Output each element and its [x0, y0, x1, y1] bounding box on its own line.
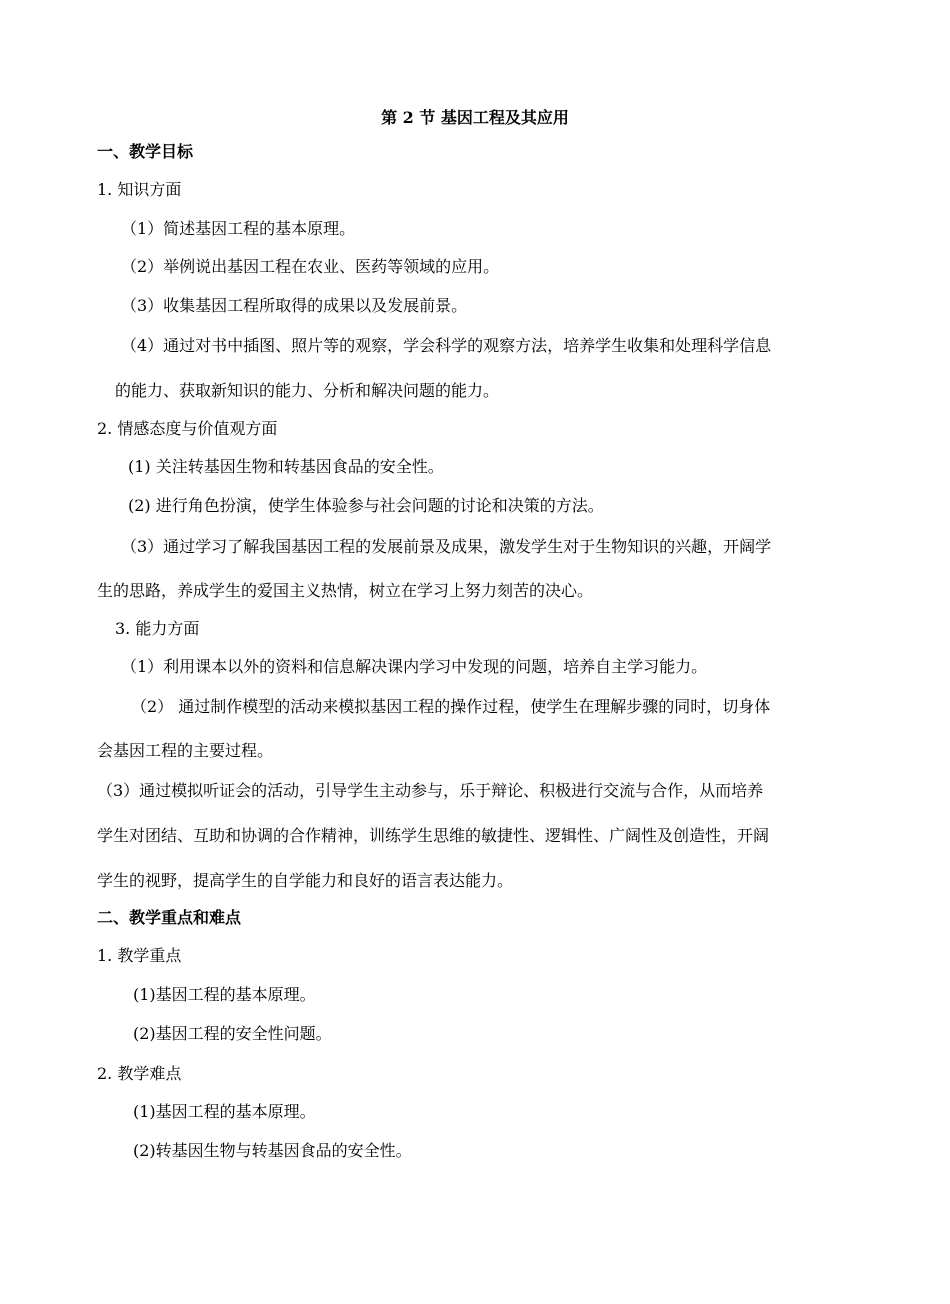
- emotion-item-3-line2: 生的思路，养成学生的爱国主义热情，树立在学习上努力刻苦的决心。: [97, 581, 594, 600]
- subheading-emotion: 2. 情感态度与价值观方面: [97, 419, 278, 438]
- difficult-item-2: (2)转基因生物与转基因食品的安全性。: [133, 1141, 412, 1160]
- subheading-difficult: 2. 教学难点: [97, 1064, 182, 1083]
- knowledge-item-4-line2: 的能力、获取新知识的能力、分析和解决问题的能力。: [115, 381, 500, 400]
- knowledge-item-3: （3）收集基因工程所取得的成果以及发展前景。: [121, 296, 468, 315]
- knowledge-item-2: （2）举例说出基因工程在农业、医药等领域的应用。: [121, 257, 500, 276]
- ability-item-3-line3: 学生的视野，提高学生的自学能力和良好的语言表达能力。: [97, 871, 514, 890]
- knowledge-item-1: （1）简述基因工程的基本原理。: [121, 219, 356, 238]
- key-item-1: (1)基因工程的基本原理。: [133, 985, 316, 1004]
- ability-item-1: （1）利用课本以外的资料和信息解决课内学习中发现的问题，培养自主学习能力。: [121, 657, 708, 676]
- subheading-knowledge: 1. 知识方面: [97, 180, 182, 199]
- difficult-item-1: (1)基因工程的基本原理。: [133, 1102, 316, 1121]
- emotion-item-2: (2) 进行角色扮演，使学生体验参与社会问题的讨论和决策的方法。: [128, 496, 604, 515]
- ability-item-3-line1: （3）通过模拟听证会的活动，引导学生主动参与，乐于辩论、积极进行交流与合作，从而培养: [97, 781, 764, 800]
- emotion-item-1: (1) 关注转基因生物和转基因食品的安全性。: [128, 457, 444, 476]
- page-title: 第 2 节 基因工程及其应用: [381, 108, 569, 127]
- ability-item-3-line2: 学生对团结、互助和协调的合作精神，训练学生思维的敏捷性、逻辑性、广阔性及创造性，开阔: [97, 826, 770, 845]
- knowledge-item-4-line1: （4）通过对书中插图、照片等的观察，学会科学的观察方法，培养学生收集和处理科学信息: [121, 336, 772, 355]
- subheading-ability: 3. 能力方面: [115, 619, 200, 638]
- emotion-item-3-line1: （3）通过学习了解我国基因工程的发展前景及成果，激发学生对于生物知识的兴趣，开阔学: [121, 537, 772, 556]
- section-heading-objectives: 一、教学目标: [97, 142, 194, 161]
- ability-item-2-line1: （2） 通过制作模型的活动来模拟基因工程的操作过程，使学生在理解步骤的同时，切身体: [131, 697, 771, 716]
- section-heading-key-points: 二、教学重点和难点: [97, 908, 242, 927]
- key-item-2: (2)基因工程的安全性问题。: [133, 1024, 332, 1043]
- ability-item-2-line2: 会基因工程的主要过程。: [97, 741, 274, 760]
- subheading-key: 1. 教学重点: [97, 946, 182, 965]
